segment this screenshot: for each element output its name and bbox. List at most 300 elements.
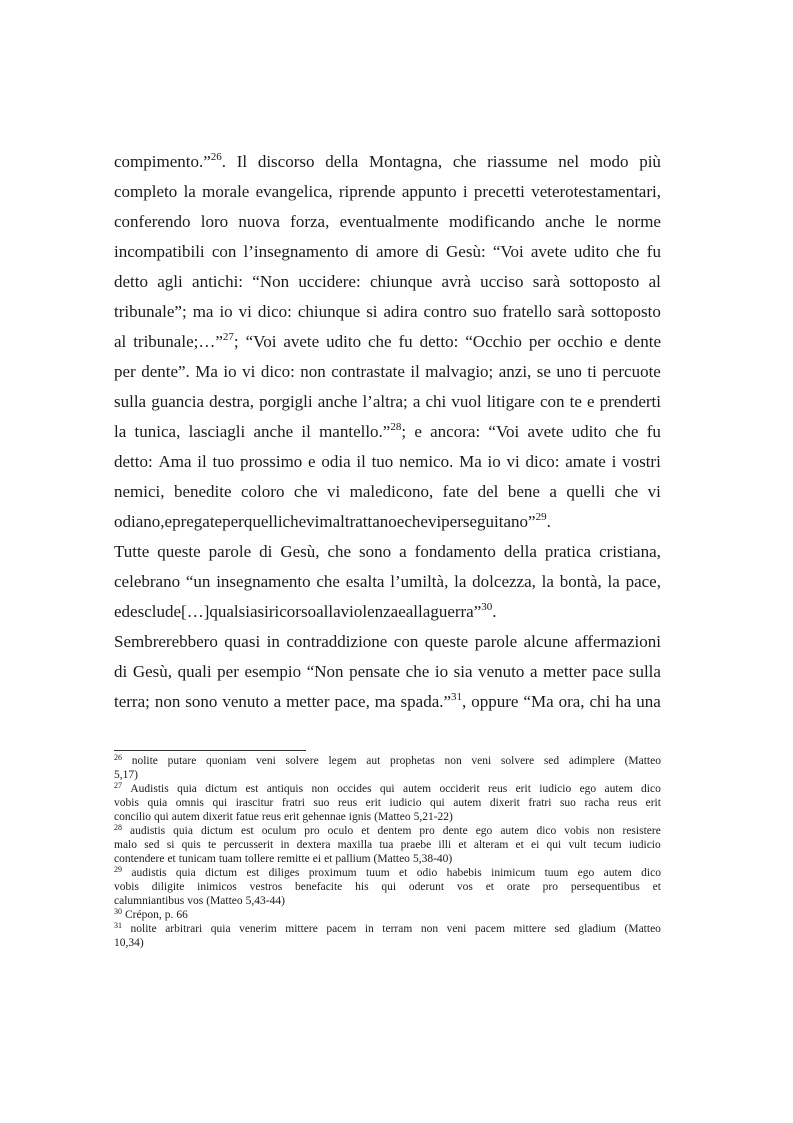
- word: se: [536, 362, 551, 381]
- word: nolite: [130, 923, 157, 935]
- footnote-marker[interactable]: 31: [114, 921, 122, 930]
- word: spada.”$^{31}$,: [400, 691, 467, 711]
- word: di: [114, 662, 128, 681]
- word: sarà: [532, 272, 561, 291]
- word: fu: [646, 242, 661, 261]
- word: legem: [328, 755, 357, 767]
- word: qui: [429, 797, 445, 809]
- word: [114, 782, 122, 796]
- word: sia: [453, 662, 473, 681]
- body-text: [114, 147, 661, 717]
- word: tunica,: [134, 422, 181, 441]
- word: precetti: [473, 182, 525, 201]
- word: il: [301, 422, 311, 441]
- footnote-line: [114, 894, 661, 908]
- word: eventualmente: [339, 212, 439, 231]
- word: vult: [568, 839, 587, 851]
- word: il: [410, 362, 420, 381]
- word: contro: [423, 302, 467, 321]
- word: vos: [187, 895, 204, 907]
- word: gehennae: [302, 811, 346, 823]
- body-line: [114, 447, 661, 477]
- word: calumniantibus: [114, 895, 185, 907]
- word: sed: [554, 923, 570, 935]
- word: una: [636, 692, 661, 711]
- word: remitte: [277, 853, 310, 865]
- word: della: [503, 542, 537, 561]
- word: (Matteo: [624, 755, 661, 767]
- word: Crépon,: [125, 909, 162, 921]
- word: mantello.”$^{28}$;: [319, 421, 407, 441]
- word: veni: [446, 923, 467, 935]
- word: modificando: [448, 212, 535, 231]
- word: nuova: [238, 212, 280, 231]
- word: fratri: [528, 797, 552, 809]
- body-line: [114, 687, 661, 717]
- word: dolcezza,: [472, 572, 536, 591]
- word: Tutte: [114, 542, 150, 561]
- body-line: [114, 207, 661, 237]
- word: non: [597, 825, 615, 837]
- word: prossimo: [239, 452, 303, 471]
- word: vi: [326, 482, 341, 501]
- word: che: [327, 542, 352, 561]
- word: occides: [337, 783, 372, 795]
- word: vobis: [114, 797, 139, 809]
- word: qui: [212, 797, 228, 809]
- word: dico: [641, 867, 661, 879]
- word: racha: [584, 797, 610, 809]
- word: pensate: [349, 662, 401, 681]
- word: occiderit: [439, 783, 480, 795]
- word: quelli: [566, 482, 606, 501]
- word: percusserit: [223, 839, 274, 851]
- word: antichi:: [192, 272, 244, 291]
- word: per: [222, 512, 244, 531]
- word: audistis: [131, 867, 167, 879]
- word: dictum: [205, 783, 238, 795]
- word: che: [405, 662, 430, 681]
- word: quia: [210, 923, 231, 935]
- word: diligite: [151, 881, 185, 893]
- word: avrà: [441, 272, 471, 291]
- footnote-line: [114, 768, 661, 782]
- word: ma: [192, 302, 214, 321]
- word: morale: [202, 182, 250, 201]
- word: autem: [171, 811, 200, 823]
- word: orate: [506, 881, 530, 893]
- word: dixerit: [489, 797, 520, 809]
- word: persequentibus: [570, 881, 640, 893]
- word: avete: [530, 242, 567, 261]
- word: est: [246, 867, 260, 879]
- word: odia: [321, 452, 351, 471]
- word: per: [114, 362, 136, 381]
- word: e: [609, 332, 618, 351]
- word: [114, 754, 122, 768]
- word: venuto: [478, 662, 525, 681]
- word: tribunale”;: [114, 302, 187, 321]
- word: fratri: [281, 797, 305, 809]
- word: riprende: [338, 182, 396, 201]
- word: parole: [474, 632, 518, 651]
- word: contraddizione: [286, 632, 388, 651]
- word: del: [477, 482, 499, 501]
- word: non: [154, 692, 181, 711]
- word: pro: [542, 881, 558, 893]
- word: non: [300, 362, 326, 381]
- word: sono: [359, 542, 392, 561]
- word: dente”.: [141, 362, 190, 381]
- word: diliges: [268, 867, 300, 879]
- word: oculo: [327, 825, 354, 837]
- word: alla: [316, 602, 341, 621]
- word: io: [487, 452, 501, 471]
- word: di: [425, 242, 439, 261]
- word: Gesù,: [280, 542, 320, 561]
- word: dixerit: [202, 811, 233, 823]
- word: quia: [177, 783, 197, 795]
- footnote-marker[interactable]: 29: [535, 511, 547, 523]
- footnote-line: [114, 880, 661, 894]
- word: autem: [604, 783, 633, 795]
- body-line: [114, 327, 661, 357]
- word: norme: [617, 212, 661, 231]
- word: per: [217, 662, 239, 681]
- word: la: [114, 422, 127, 441]
- word: vostri: [622, 452, 661, 471]
- word: solvere: [285, 755, 319, 767]
- word: l’umiltà,: [390, 572, 449, 591]
- word: occhio: [557, 332, 603, 351]
- word: suo: [313, 797, 330, 809]
- body-line: [114, 357, 661, 387]
- word: modo: [589, 152, 629, 171]
- word: fu: [398, 332, 413, 351]
- word: quia: [147, 797, 168, 809]
- word: chi: [425, 392, 447, 411]
- word: incompatibili: [114, 242, 205, 261]
- word: le: [595, 212, 608, 231]
- word: illi: [438, 839, 452, 851]
- word: qui: [381, 881, 397, 893]
- word: metter: [543, 662, 587, 681]
- word: quelli: [243, 512, 283, 531]
- footnote-line: [114, 866, 661, 880]
- word: et: [167, 853, 176, 865]
- word: io: [434, 662, 449, 681]
- footnote-line: [114, 838, 661, 852]
- word: concilio: [114, 811, 152, 823]
- word: nemico.: [399, 452, 454, 471]
- word: et: [361, 825, 370, 837]
- word: anche: [317, 392, 358, 411]
- word: Il: [236, 152, 248, 171]
- footnote-marker[interactable]: 26: [210, 151, 222, 163]
- body-line: [114, 627, 661, 657]
- word: mittere: [513, 923, 546, 935]
- word: fratello: [502, 302, 552, 321]
- word: dico:: [525, 452, 560, 471]
- word: qui: [546, 839, 562, 851]
- word: praebe: [400, 839, 432, 851]
- word: cristiana,: [599, 542, 661, 561]
- footnote-marker[interactable]: 29: [114, 865, 122, 874]
- word: vi: [427, 512, 442, 531]
- word: loro: [200, 212, 229, 231]
- body-line: [114, 477, 661, 507]
- word: habebis: [446, 867, 482, 879]
- word: udito: [573, 242, 609, 261]
- footnote-marker[interactable]: 30: [481, 601, 493, 613]
- word: aut: [366, 755, 381, 767]
- word: reus: [617, 797, 638, 809]
- body-line: [114, 597, 661, 627]
- word: e: [586, 392, 595, 411]
- word: pallium: [335, 853, 371, 865]
- word: quoniam: [206, 755, 247, 767]
- word: venerim: [239, 923, 277, 935]
- footnote-marker[interactable]: 28: [390, 421, 402, 433]
- word: [114, 866, 122, 880]
- footnote-marker[interactable]: 31: [451, 691, 463, 703]
- word: solvere: [500, 755, 535, 767]
- word: dico:: [257, 302, 292, 321]
- word: et: [485, 881, 494, 893]
- footnote-marker[interactable]: 28: [114, 823, 122, 832]
- word: ei: [531, 839, 540, 851]
- word: alcune: [523, 632, 568, 651]
- word: arbitrari: [165, 923, 203, 935]
- word: forza,: [290, 212, 330, 231]
- word: (Matteo: [374, 811, 411, 823]
- word: vuol: [451, 392, 482, 411]
- word: io: [219, 302, 233, 321]
- word: tunicam: [178, 853, 216, 865]
- footnote-line: [114, 824, 661, 838]
- word: autem: [402, 783, 432, 795]
- word: a: [273, 692, 282, 711]
- body-line: [114, 237, 661, 267]
- word: Audistis: [130, 783, 169, 795]
- word: Gesù,: [132, 662, 173, 681]
- body-line: [114, 267, 661, 297]
- word: quasi: [224, 632, 261, 651]
- word: ha: [615, 692, 632, 711]
- word: a: [549, 482, 557, 501]
- word: esalta: [345, 572, 385, 591]
- word: “Occhio: [465, 332, 522, 351]
- word: si: [366, 302, 378, 321]
- word: sottoposto: [569, 272, 640, 291]
- word: autem: [500, 825, 529, 837]
- word: con: [211, 242, 237, 261]
- word: perseguitano”$^{29}$.: [441, 511, 551, 531]
- word: iudicio: [389, 797, 422, 809]
- word: in: [364, 923, 374, 935]
- word: ancora:: [430, 422, 481, 441]
- word: guerra”$^{30}$.: [430, 601, 497, 621]
- word: odiano,: [114, 512, 165, 531]
- word: inimicos: [197, 881, 237, 893]
- word: uccidere:: [298, 272, 361, 291]
- word: pacem: [474, 923, 505, 935]
- word: putare: [167, 755, 197, 767]
- word: pacem: [326, 923, 357, 935]
- word: […]: [181, 602, 210, 621]
- word: sottoposto: [590, 302, 661, 321]
- word: al: [648, 272, 661, 291]
- word: tribunale;…”$^{27}$;: [133, 331, 239, 351]
- word: più: [639, 152, 661, 171]
- word: malvagio;: [425, 362, 494, 381]
- footnotes: [114, 754, 661, 950]
- word: erit: [645, 797, 661, 809]
- word: amate: [565, 452, 606, 471]
- word: compimento.”$^{26}$.: [114, 151, 227, 171]
- word: sulla: [114, 392, 147, 411]
- word: nel: [558, 152, 580, 171]
- word: dictum: [201, 825, 233, 837]
- word: inimicum: [491, 867, 536, 879]
- word: est: [245, 783, 259, 795]
- word: malo: [114, 839, 137, 851]
- word: terram: [382, 923, 413, 935]
- body-line: [114, 387, 661, 417]
- word: sono: [185, 692, 218, 711]
- footnote-marker[interactable]: 27: [222, 331, 234, 343]
- word: vi: [238, 302, 252, 321]
- word: e: [396, 512, 405, 531]
- word: Ama: [158, 452, 192, 471]
- word: te: [569, 392, 582, 411]
- word: alla: [405, 602, 431, 621]
- word: che: [614, 482, 639, 501]
- word: detto:: [419, 332, 459, 351]
- word: erit: [284, 811, 300, 823]
- word: “Voi: [488, 422, 520, 441]
- word: quia: [173, 825, 193, 837]
- word: in: [266, 632, 280, 651]
- word: (Matteo: [373, 853, 410, 865]
- word: per: [528, 332, 551, 351]
- word: tecum: [593, 839, 622, 851]
- word: “un: [185, 572, 211, 591]
- footnote-marker[interactable]: 27: [114, 781, 122, 790]
- word: avete: [527, 422, 564, 441]
- footnote-line: [114, 922, 661, 936]
- word: [114, 824, 122, 838]
- word: quia: [175, 867, 196, 879]
- word: antiquis: [266, 783, 304, 795]
- word: ignis: [348, 811, 372, 823]
- word: l’altra;: [362, 392, 408, 411]
- word: 5,17): [114, 769, 138, 781]
- footnote-marker[interactable]: 26: [114, 753, 122, 762]
- footnote-line: [114, 796, 661, 810]
- word: oderunt: [408, 881, 445, 893]
- word: “Voi: [245, 332, 277, 351]
- word: con: [539, 392, 565, 411]
- word: la: [183, 182, 196, 201]
- word: benedite: [173, 482, 232, 501]
- word: ego: [475, 825, 493, 837]
- word: di: [259, 542, 273, 561]
- word: tua: [379, 839, 394, 851]
- word: et: [515, 839, 524, 851]
- word: erit: [365, 797, 381, 809]
- word: dictum: [205, 867, 238, 879]
- footnote-marker[interactable]: 30: [114, 907, 122, 916]
- word: contrastate: [331, 362, 405, 381]
- word: Gesù:: [446, 242, 486, 261]
- word: oculum: [261, 825, 297, 837]
- word: che: [616, 242, 640, 261]
- word: [114, 922, 122, 936]
- word: autem: [603, 867, 632, 879]
- word: reus: [337, 797, 358, 809]
- word: di: [355, 242, 369, 261]
- word: amore: [375, 242, 419, 261]
- word: prenderti: [599, 392, 661, 411]
- word: “Voi: [492, 242, 524, 261]
- word: conferendo: [114, 212, 191, 231]
- word: iudicio: [628, 839, 661, 851]
- word: chiunque: [369, 272, 433, 291]
- word: violenza: [340, 602, 399, 621]
- word: dente: [624, 332, 661, 351]
- word: vobis: [114, 881, 139, 893]
- word: qui: [154, 811, 169, 823]
- word: anche: [545, 212, 585, 231]
- word: tollere: [244, 853, 275, 865]
- word: con: [393, 632, 419, 651]
- word: ti: [587, 362, 597, 381]
- word: Sembrerebbero: [114, 632, 218, 651]
- word: lasciagli: [188, 422, 246, 441]
- word: ucciso: [480, 272, 524, 291]
- word: tuam: [218, 853, 242, 865]
- word: che: [293, 482, 318, 501]
- word: fatue: [235, 811, 259, 823]
- word: qualsiasi: [209, 602, 269, 621]
- word: il: [356, 452, 366, 471]
- word: della: [325, 152, 359, 171]
- word: insegnamento: [216, 572, 311, 591]
- word: irascitur: [235, 797, 274, 809]
- word: la: [541, 572, 554, 591]
- word: quali: [177, 662, 212, 681]
- body-line: [114, 147, 661, 177]
- word: maledicono,: [349, 482, 434, 501]
- word: si: [166, 839, 175, 851]
- word: resistere: [622, 825, 661, 837]
- word: porgigli: [259, 392, 313, 411]
- word: non: [311, 783, 329, 795]
- word: chi: [589, 692, 611, 711]
- word: uno: [556, 362, 582, 381]
- word: Ma: [195, 362, 218, 381]
- word: vi: [242, 362, 256, 381]
- word: 5,43-44): [245, 895, 285, 907]
- word: pro: [304, 825, 320, 837]
- word: (Matteo: [206, 895, 243, 907]
- word: “Non: [306, 662, 344, 681]
- word: dextera: [296, 839, 331, 851]
- word: al: [114, 332, 127, 351]
- word: his: [355, 881, 369, 893]
- word: queste: [157, 542, 201, 561]
